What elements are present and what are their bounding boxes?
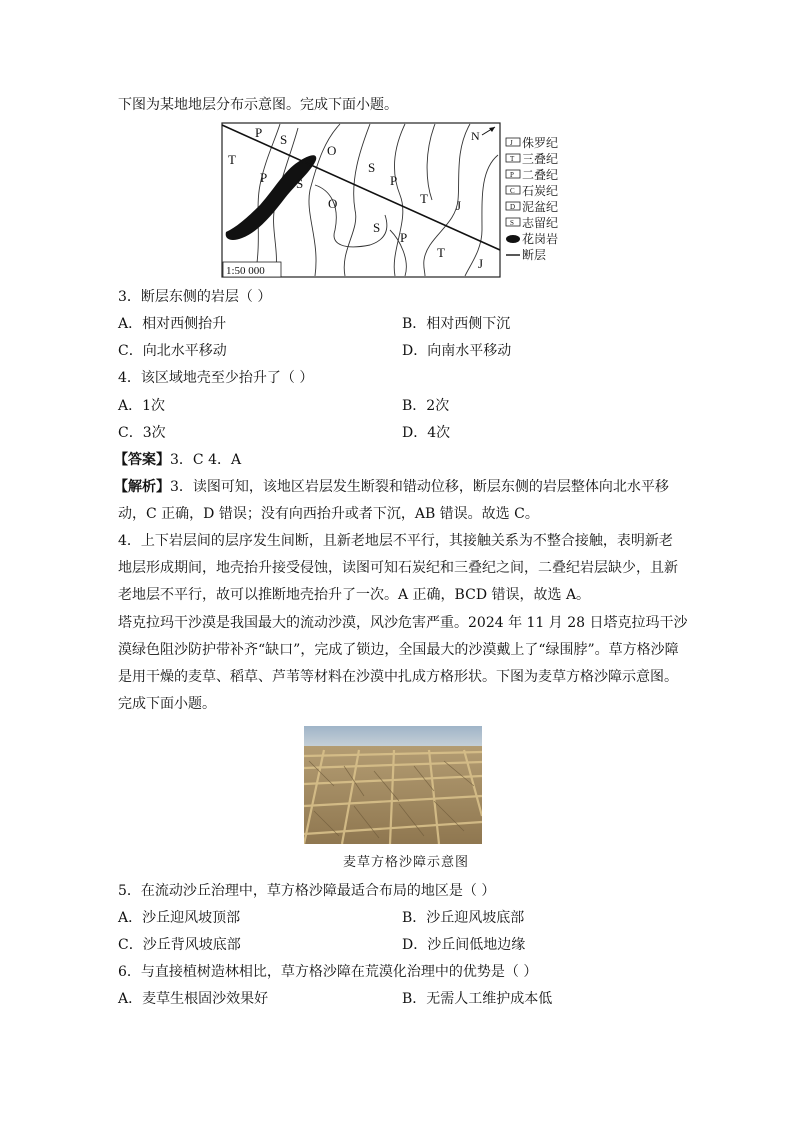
geologic-map bbox=[220, 120, 575, 280]
svg-text:D: D bbox=[510, 203, 516, 211]
q3-option-a: A．相对西侧抬升 bbox=[118, 316, 227, 332]
passage-line-3: 是用干燥的麦草、稻草、芦苇等材料在沙漠中扎成方格形状。下图为麦草方格沙障示意图。 bbox=[118, 669, 678, 685]
answer-label: 【答案】 bbox=[114, 452, 170, 468]
map-label: J bbox=[456, 198, 462, 213]
map-label: P bbox=[255, 125, 263, 140]
analysis-line-1: 【解析】3．读图可知，该地区岩层发生断裂和错动位移，断层东侧的岩层整体向北水平移 bbox=[114, 479, 669, 495]
q4-option-d: D．4次 bbox=[402, 425, 451, 441]
analysis-line-2: 动，C 正确，D 错误；没有向西抬升或者下沉，AB 错误。故选 C。 bbox=[118, 506, 539, 522]
svg-text:P: P bbox=[510, 171, 514, 179]
map-legend bbox=[506, 135, 558, 262]
passage-line-4: 完成下面小题。 bbox=[118, 696, 216, 712]
q4-option-a: A．1次 bbox=[118, 398, 166, 414]
map-label: T bbox=[437, 245, 445, 260]
analysis-label: 【解析】 bbox=[114, 479, 170, 495]
q4-option-b: B．2次 bbox=[402, 398, 450, 414]
passage-line-2: 漠绿色阻沙防护带补齐“缺口”，完成了锁边，全国最大的沙漠戴上了“绿围脖”。草方格沙障 bbox=[118, 642, 679, 658]
q3-option-c: C．向北水平移动 bbox=[118, 343, 227, 359]
analysis-line-3: 4．上下岩层间的层序发生间断，且新老地层不平行，其接触关系为不整合接触，表明新老 bbox=[118, 533, 673, 549]
q5-option-a: A．沙丘迎风坡顶部 bbox=[118, 910, 241, 926]
answer-line bbox=[114, 451, 241, 469]
analysis-line-5: 老地层不平行，故可以推断地壳抬升了一次。A 正确，BCD 错误，故选 A。 bbox=[118, 587, 591, 603]
legend-item: 二叠纪 bbox=[522, 168, 559, 182]
map-label: O bbox=[328, 196, 338, 211]
q5-option-d: D．沙丘间低地边缘 bbox=[402, 937, 526, 953]
q5-option-b: B．沙丘迎风坡底部 bbox=[402, 910, 525, 926]
map-label: T bbox=[420, 191, 428, 206]
intro-text: 下图为某地地层分布示意图。完成下面小题。 bbox=[118, 97, 398, 113]
legend-item: 花岗岩 bbox=[522, 232, 559, 246]
straw-barrier-photo bbox=[304, 726, 482, 844]
q3-option-b: B．相对西侧下沉 bbox=[402, 316, 511, 332]
answer-text: 3．C 4．A bbox=[170, 452, 242, 468]
question-4-stem: 4．该区域地壳至少抬升了（ ） bbox=[118, 370, 314, 386]
legend-item: 石炭纪 bbox=[522, 184, 559, 198]
q3-option-d: D．向南水平移动 bbox=[402, 343, 512, 359]
map-label: S bbox=[296, 176, 304, 191]
q6-option-b: B．无需人工维护成本低 bbox=[402, 991, 553, 1007]
map-label: P bbox=[390, 173, 398, 188]
svg-text:S: S bbox=[510, 219, 514, 227]
svg-text:J: J bbox=[510, 139, 513, 147]
analysis-line-4: 地层形成期间，地壳抬升接受侵蚀，读图可知石炭纪和三叠纪之间，二叠纪岩层缺少，且新 bbox=[118, 560, 678, 576]
question-3-stem: 3．断层东侧的岩层（ ） bbox=[118, 289, 272, 305]
q6-option-a: A．麦草生根固沙效果好 bbox=[118, 991, 269, 1007]
map-scale: 1:50 000 bbox=[226, 265, 265, 277]
q4-option-c: C．3次 bbox=[118, 425, 166, 441]
map-label: S bbox=[280, 132, 288, 147]
map-label: S bbox=[373, 220, 381, 235]
map-label: S bbox=[368, 160, 376, 175]
question-6-stem: 6．与直接植树造林相比，草方格沙障在荒漠化治理中的优势是（ ） bbox=[118, 964, 538, 980]
question-5-stem: 5．在流动沙丘治理中，草方格沙障最适合布局的地区是（ ） bbox=[118, 883, 496, 899]
svg-text:C: C bbox=[510, 187, 515, 195]
q5-option-c: C．沙丘背风坡底部 bbox=[118, 937, 241, 953]
legend-item: 三叠纪 bbox=[522, 152, 559, 166]
map-label: T bbox=[228, 152, 236, 167]
svg-text:N: N bbox=[471, 129, 480, 143]
legend-item: 志留纪 bbox=[522, 216, 559, 230]
map-label: O bbox=[327, 143, 337, 158]
passage-line-1: 塔克拉玛干沙漠是我国最大的流动沙漠，风沙危害严重。2024 年 11 月 28 日塔克拉玛干沙 bbox=[118, 615, 688, 631]
legend-item: 泥盆纪 bbox=[522, 200, 559, 214]
legend-item: 侏罗纪 bbox=[522, 136, 559, 150]
photo-caption: 麦草方格沙障示意图 bbox=[343, 855, 470, 870]
map-label: J bbox=[478, 256, 484, 271]
legend-item: 断层 bbox=[522, 248, 547, 262]
map-label: P bbox=[260, 170, 268, 185]
svg-text:T: T bbox=[510, 155, 515, 163]
map-label: P bbox=[400, 230, 408, 245]
